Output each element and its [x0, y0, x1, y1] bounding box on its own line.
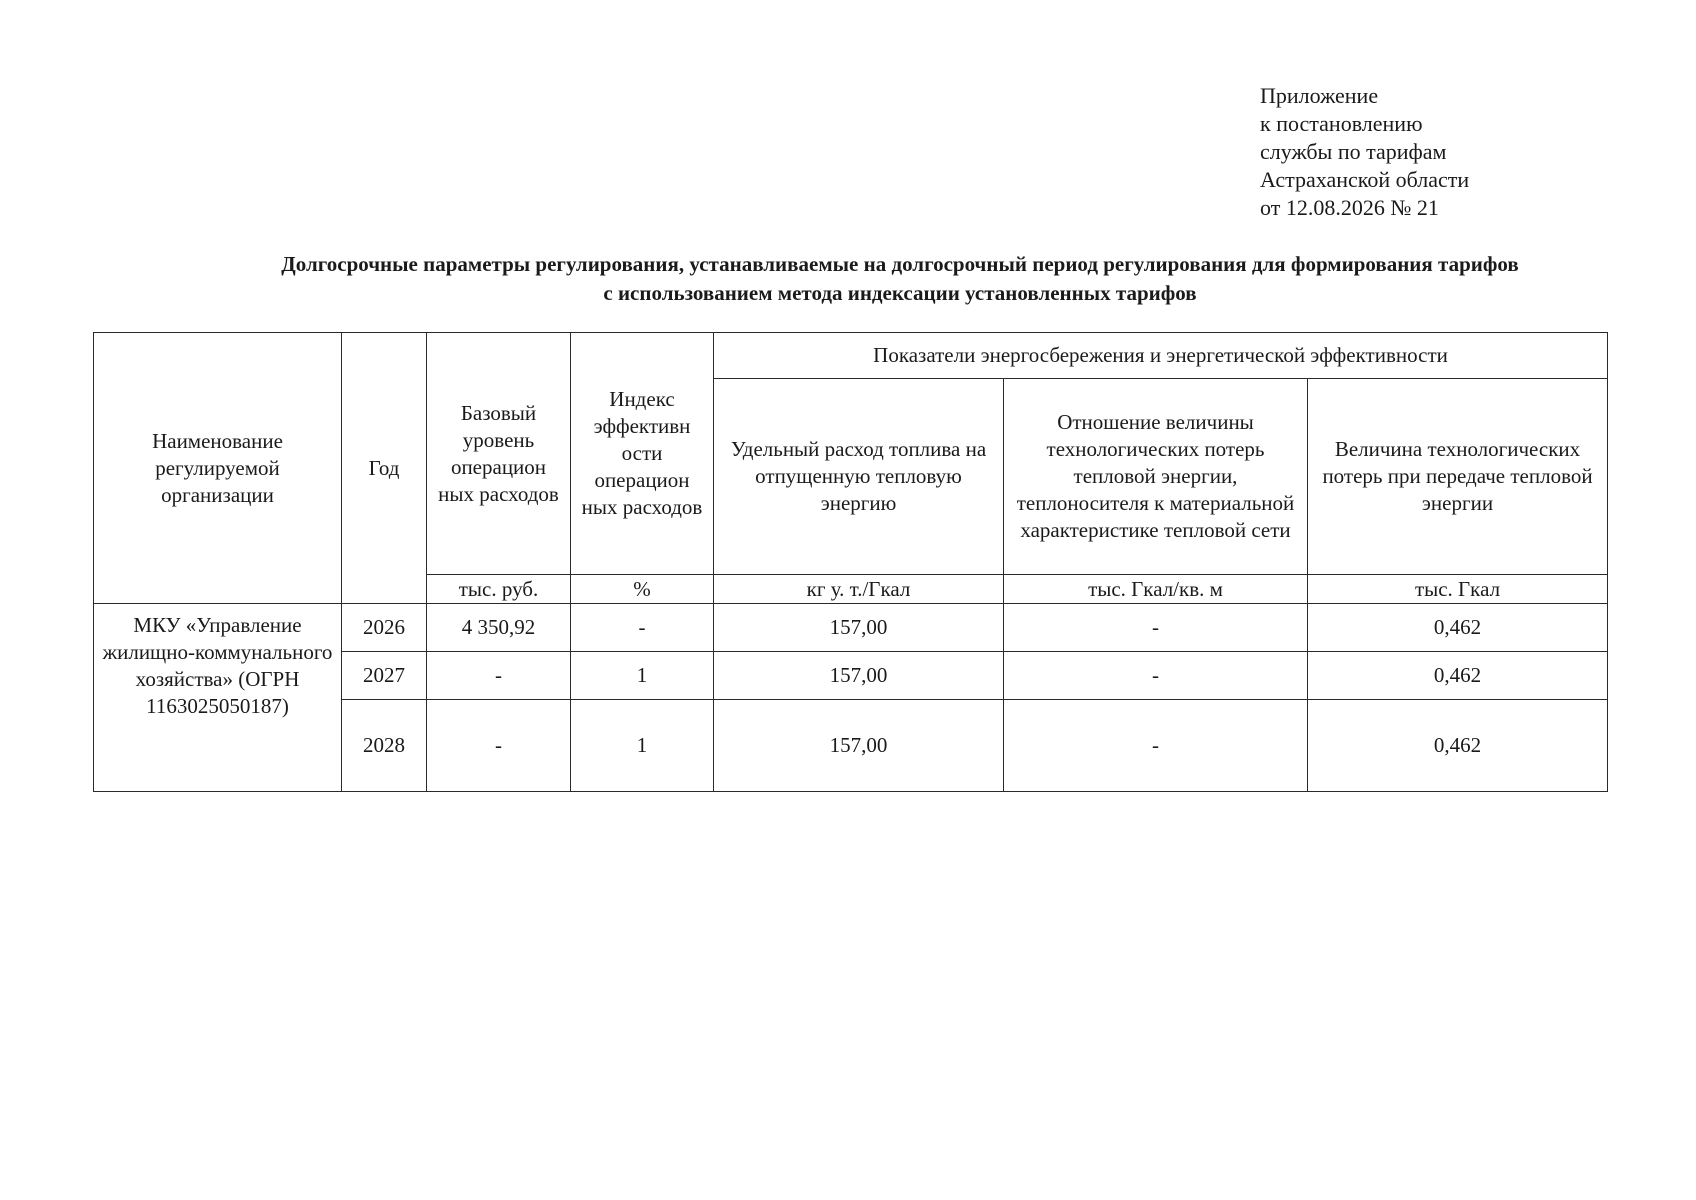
cell-loss-value: 0,462	[1308, 700, 1608, 792]
appendix-line: Астраханской области	[1260, 167, 1470, 192]
cell-loss-ratio: -	[1004, 700, 1308, 792]
header-loss-value: Величина технологических потерь при передаче тепловой энергии	[1308, 379, 1608, 575]
appendix-line: службы по тарифам	[1260, 139, 1447, 164]
unit-efficiency-index: %	[571, 575, 714, 604]
cell-loss-value: 0,462	[1308, 652, 1608, 700]
cell-base-opex: -	[427, 700, 571, 792]
cell-year: 2027	[342, 652, 427, 700]
unit-loss-value: тыс. Гкал	[1308, 575, 1608, 604]
cell-fuel-rate: 157,00	[714, 604, 1004, 652]
document-title	[160, 250, 1640, 308]
title-line-1: Долгосрочные параметры регулирования, устанавливаемые на долгосрочный период регулирования для формирования тарифов	[281, 252, 1519, 276]
unit-base-opex: тыс. руб.	[427, 575, 571, 604]
table-row	[94, 604, 1608, 652]
appendix-date-number: от 12.08.2026 № 21	[1260, 195, 1439, 220]
unit-fuel-rate: кг у. т./Гкал	[714, 575, 1004, 604]
cell-base-opex: 4 350,92	[427, 604, 571, 652]
cell-efficiency-index: 1	[571, 652, 714, 700]
header-fuel-rate: Удельный расход топлива на отпущенную тепловую энергию	[714, 379, 1004, 575]
cell-loss-ratio: -	[1004, 604, 1308, 652]
title-line-2: с использованием метода индексации установленных тарифов	[603, 281, 1197, 305]
header-year: Год	[342, 333, 427, 604]
appendix-line: Приложение	[1260, 83, 1379, 108]
appendix-line: к постановлению	[1260, 111, 1423, 136]
header-base-opex: Базовый уровень операцион ных расходов	[427, 333, 571, 575]
cell-loss-value: 0,462	[1308, 604, 1608, 652]
parameters-table	[93, 332, 1608, 792]
cell-loss-ratio: -	[1004, 652, 1308, 700]
header-efficiency-index: Индекс эффективн ости операцион ных расходов	[571, 333, 714, 575]
cell-fuel-rate: 157,00	[714, 700, 1004, 792]
cell-efficiency-index: -	[571, 604, 714, 652]
header-org-name: Наименование регулируемой организации	[94, 333, 342, 604]
appendix-block	[1260, 82, 1469, 222]
cell-efficiency-index: 1	[571, 700, 714, 792]
unit-loss-ratio: тыс. Гкал/кв. м	[1004, 575, 1308, 604]
cell-fuel-rate: 157,00	[714, 652, 1004, 700]
header-energy-group: Показатели энергосбережения и энергетической эффективности	[714, 333, 1608, 379]
organization-name: МКУ «Управление жилищно-коммунального хозяйства» (ОГРН 1163025050187)	[94, 604, 342, 792]
cell-year: 2028	[342, 700, 427, 792]
cell-year: 2026	[342, 604, 427, 652]
header-loss-ratio: Отношение величины технологических потерь тепловой энергии, теплоносителя к материальной характеристике тепловой сети	[1004, 379, 1308, 575]
cell-base-opex: -	[427, 652, 571, 700]
